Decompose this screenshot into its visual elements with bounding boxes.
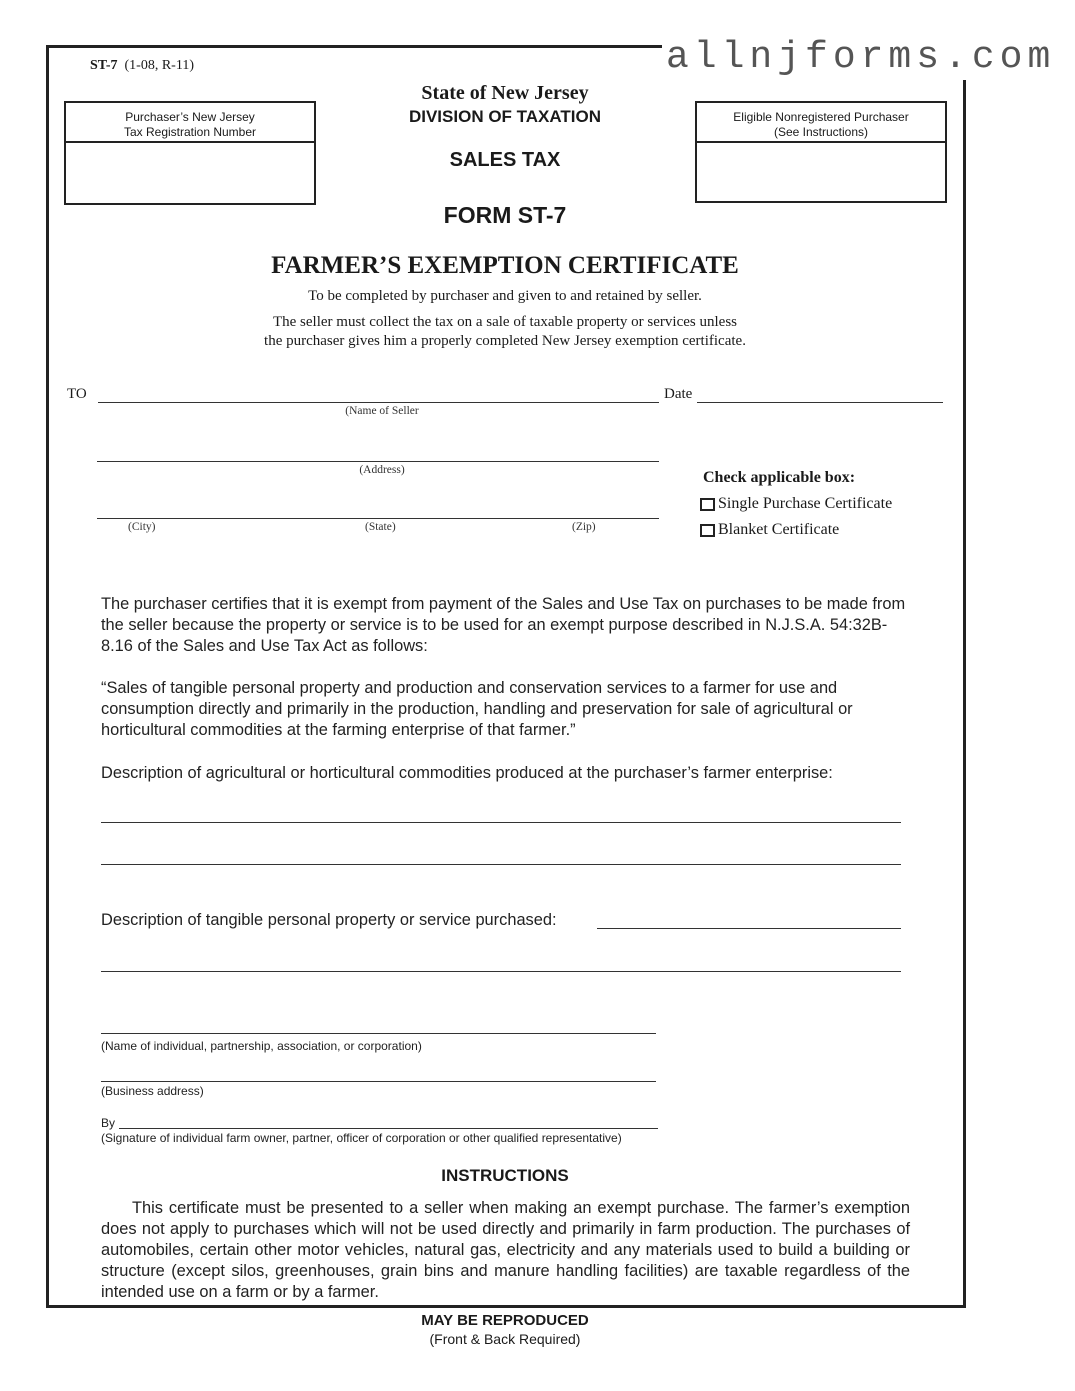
nonregistered-purchaser-field[interactable] [697,143,945,201]
statute-quote: “Sales of tangible personal property and production and conservation services to a farmer for use and consumption directly and primarily in the production, handling and preservation for sale of agricultural or horticultural commodities at the farming enterprise of that farmer.” [101,679,853,739]
single-purchase-label: Single Purchase Certificate [718,495,893,512]
address-caption: (Address) [359,464,405,476]
property-line-2[interactable] [101,971,901,972]
date-field[interactable] [697,402,943,403]
blanket-certificate-option[interactable] [700,521,839,539]
zip-caption: (Zip) [572,521,596,533]
form-border [46,45,966,1308]
purchaser-name-field[interactable] [101,1033,656,1034]
by-label: By [101,1116,116,1130]
reproduce-notice: MAY BE REPRODUCED [421,1312,589,1329]
business-address-caption: (Business address) [101,1084,204,1098]
certification-paragraph: The purchaser certifies that it is exempt from payment of the Sales and Use Tax on purchases to be made from the seller because the property or service is to be used for an exempt purpose described in N.J.S.A. 54:32B-8.16 of the Sales and Use Tax Act as follows: [101,595,906,655]
property-line-1[interactable] [597,928,901,929]
tax-type: SALES TAX [449,149,561,171]
seller-name-caption: (Name of Seller [345,405,419,417]
tax-registration-label: Purchaser’s New Jersey Tax Registration Number [66,103,314,143]
tax-registration-field[interactable] [66,143,314,203]
commodities-line-1[interactable] [101,822,901,823]
certificate-title: FARMER’S EXEMPTION CERTIFICATE [271,252,739,279]
nonregistered-purchaser-label: Eligible Nonregistered Purchaser (See Instructions) [697,103,945,143]
division-name: DIVISION OF TAXATION [408,107,602,126]
tax-registration-box [64,101,316,205]
blanket-certificate-label: Blanket Certificate [718,521,840,538]
city-caption: (City) [128,521,156,533]
checkbox-heading: Check applicable box: [703,469,856,486]
notice-line-1: The seller must collect the tax on a sale of taxable property or services unless [272,314,737,330]
state-caption: (State) [365,521,396,533]
signature-caption: (Signature of individual farm owner, partner, officer of corporation or other qualified representative) [101,1131,622,1145]
nonregistered-purchaser-box [695,101,947,203]
commodities-line-2[interactable] [101,864,901,865]
instructions-heading: INSTRUCTIONS [441,1166,569,1185]
instructions-text: This certificate must be presented to a seller when making an exempt purchase. The farmer’s exemption does not apply to purchases which will not be used directly and primarily in farm production. The purchases of automobiles, certain other motor vehicles, natural gas, electricity and any materials used to build a building or structure (except silos, greenhouses, grain bins and manure handling facilities) are taxable regardless of the intended use on a farm or by a farmer. [101,1199,910,1301]
seller-name-field[interactable] [98,402,659,403]
front-back-note: (Front & Back Required) [429,1331,581,1347]
to-label: TO [67,386,87,402]
certificate-subtitle: To be completed by purchaser and given to and retained by seller. [308,288,702,304]
date-label: Date [664,386,693,402]
commodities-label: Description of agricultural or horticultural commodities produced at the purchaser’s farmer enterprise: [101,764,833,782]
address-field[interactable] [97,461,659,462]
form-name: FORM ST-7 [443,202,567,228]
form-code: ST-7 [90,58,118,73]
city-state-zip-field[interactable] [97,518,659,519]
watermark: allnjforms.com [662,36,1059,80]
blanket-certificate-checkbox[interactable] [700,524,715,537]
form-revision: (1-08, R-11) [124,58,194,73]
form-code-line [90,58,194,74]
purchaser-name-caption: (Name of individual, partnership, association, or corporation) [101,1039,422,1053]
state-name: State of New Jersey [421,82,589,104]
single-purchase-checkbox[interactable] [700,498,715,511]
signature-field[interactable] [119,1128,658,1129]
business-address-field[interactable] [101,1081,656,1082]
notice-line-2: the purchaser gives him a properly completed New Jersey exemption certificate. [264,333,746,349]
property-label: Description of tangible personal property or service purchased: [101,911,557,929]
single-purchase-option[interactable] [700,495,892,513]
